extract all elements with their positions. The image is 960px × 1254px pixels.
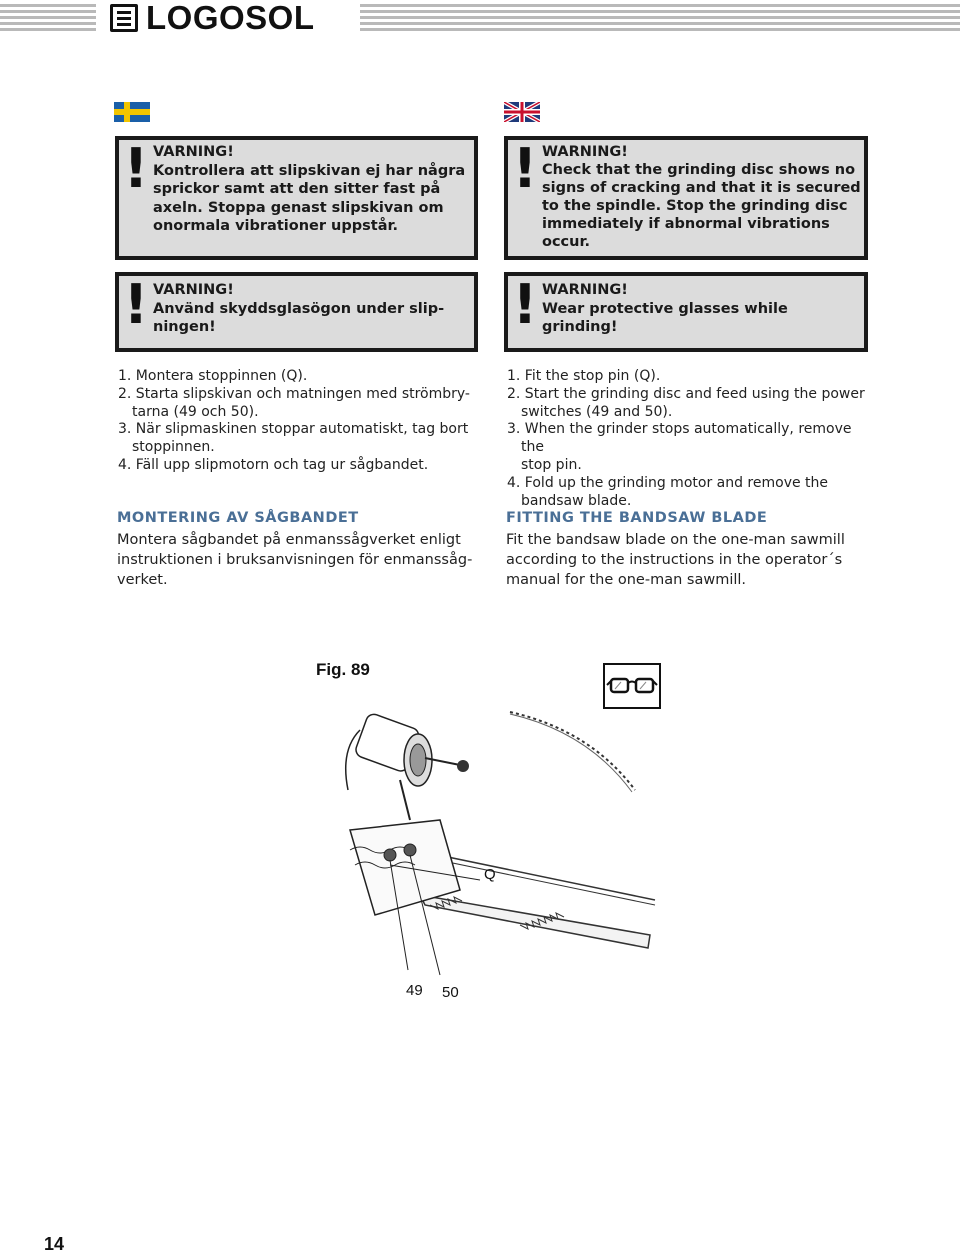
header-stripes-left bbox=[0, 4, 96, 34]
warning-line: sprickor samt att den sitter fast på bbox=[153, 181, 441, 197]
warning-line: Check that the grinding disc shows no bbox=[542, 162, 856, 178]
english-steps-list bbox=[507, 368, 877, 510]
exclamation-icon: ! bbox=[512, 137, 538, 200]
list-item: 1. Fit the stop pin (Q). bbox=[507, 368, 661, 384]
section-line: according to the instructions in the operator´s bbox=[506, 552, 843, 568]
swedish-warning-box-2 bbox=[115, 272, 478, 352]
figure-label: Fig. 89 bbox=[316, 660, 370, 679]
warning-heading: VARNING! bbox=[153, 282, 234, 298]
warning-line: Wear protective glasses while bbox=[542, 300, 788, 317]
callout-q: Q bbox=[484, 866, 496, 883]
warning-line: ningen! bbox=[153, 319, 216, 335]
warning-line: grinding! bbox=[542, 319, 618, 335]
english-warning-box-2 bbox=[504, 272, 868, 352]
swedish-steps-list bbox=[118, 368, 478, 475]
warning-line: to the spindle. Stop the grinding disc bbox=[542, 198, 848, 214]
english-section-title: FITTING THE BANDSAW BLADE bbox=[506, 510, 768, 526]
list-item: 1. Montera stoppinnen (Q). bbox=[118, 368, 308, 384]
english-warning-box-1 bbox=[504, 136, 868, 260]
list-item: 4. Fold up the grinding motor and remove the bandsaw blade. bbox=[507, 474, 829, 509]
logo-text: LOGOSOL bbox=[146, 0, 315, 36]
header-stripes-right bbox=[360, 4, 960, 34]
warning-line: occur. bbox=[542, 234, 591, 250]
uk-flag-icon bbox=[504, 102, 540, 122]
exclamation-icon: ! bbox=[123, 273, 149, 336]
grinder-illustration bbox=[330, 700, 670, 1000]
section-line: Fit the bandsaw blade on the one-man sawmill bbox=[506, 532, 845, 548]
section-line: Montera sågbandet på enmanssågverket enligt bbox=[117, 532, 461, 548]
swedish-warning-box-1 bbox=[115, 136, 478, 260]
list-item: 3. When the grinder stops automatically, remove the stop pin. bbox=[507, 421, 852, 473]
callout-49: 49 bbox=[406, 982, 423, 999]
warning-line: Använd skyddsglasögon under slip- bbox=[153, 300, 445, 317]
section-line: instruktionen i bruksanvisningen för enmanssåg- bbox=[117, 552, 473, 568]
section-line: verket. bbox=[117, 572, 168, 588]
swedish-section-title: MONTERING AV SÅGBANDET bbox=[117, 510, 359, 526]
logo-mark-icon bbox=[110, 4, 138, 32]
warning-heading: VARNING! bbox=[153, 144, 234, 160]
warning-line: signs of cracking and that it is secured bbox=[542, 180, 861, 196]
list-item: 2. Starta slipskivan och matningen med strömbry- tarna (49 och 50). bbox=[118, 385, 470, 420]
warning-line: axeln. Stoppa genast slipskivan om bbox=[153, 199, 444, 216]
warning-heading: WARNING! bbox=[542, 144, 628, 160]
list-item: 4. Fäll upp slipmotorn och tag ur sågbandet. bbox=[118, 456, 429, 473]
section-line: manual for the one-man sawmill. bbox=[506, 572, 747, 588]
english-section-body bbox=[506, 530, 876, 590]
exclamation-icon: ! bbox=[512, 273, 538, 336]
page-number: 14 bbox=[44, 1234, 65, 1254]
logosol-logo bbox=[110, 0, 315, 36]
swedish-section-body bbox=[117, 530, 487, 590]
warning-line: onormala vibrationer uppstår. bbox=[153, 218, 399, 234]
list-item: 3. När slipmaskinen stoppar automatiskt, tag bort stoppinnen. bbox=[118, 421, 469, 456]
warning-line: Kontrollera att slipskivan ej har några bbox=[153, 162, 466, 179]
exclamation-icon: ! bbox=[123, 137, 149, 200]
warning-heading: WARNING! bbox=[542, 282, 628, 298]
list-item: 2. Start the grinding disc and feed using the power switches (49 and 50). bbox=[507, 385, 865, 420]
warning-line: immediately if abnormal vibrations bbox=[542, 216, 830, 232]
callout-50: 50 bbox=[442, 984, 459, 1001]
swedish-flag-icon bbox=[114, 102, 150, 122]
